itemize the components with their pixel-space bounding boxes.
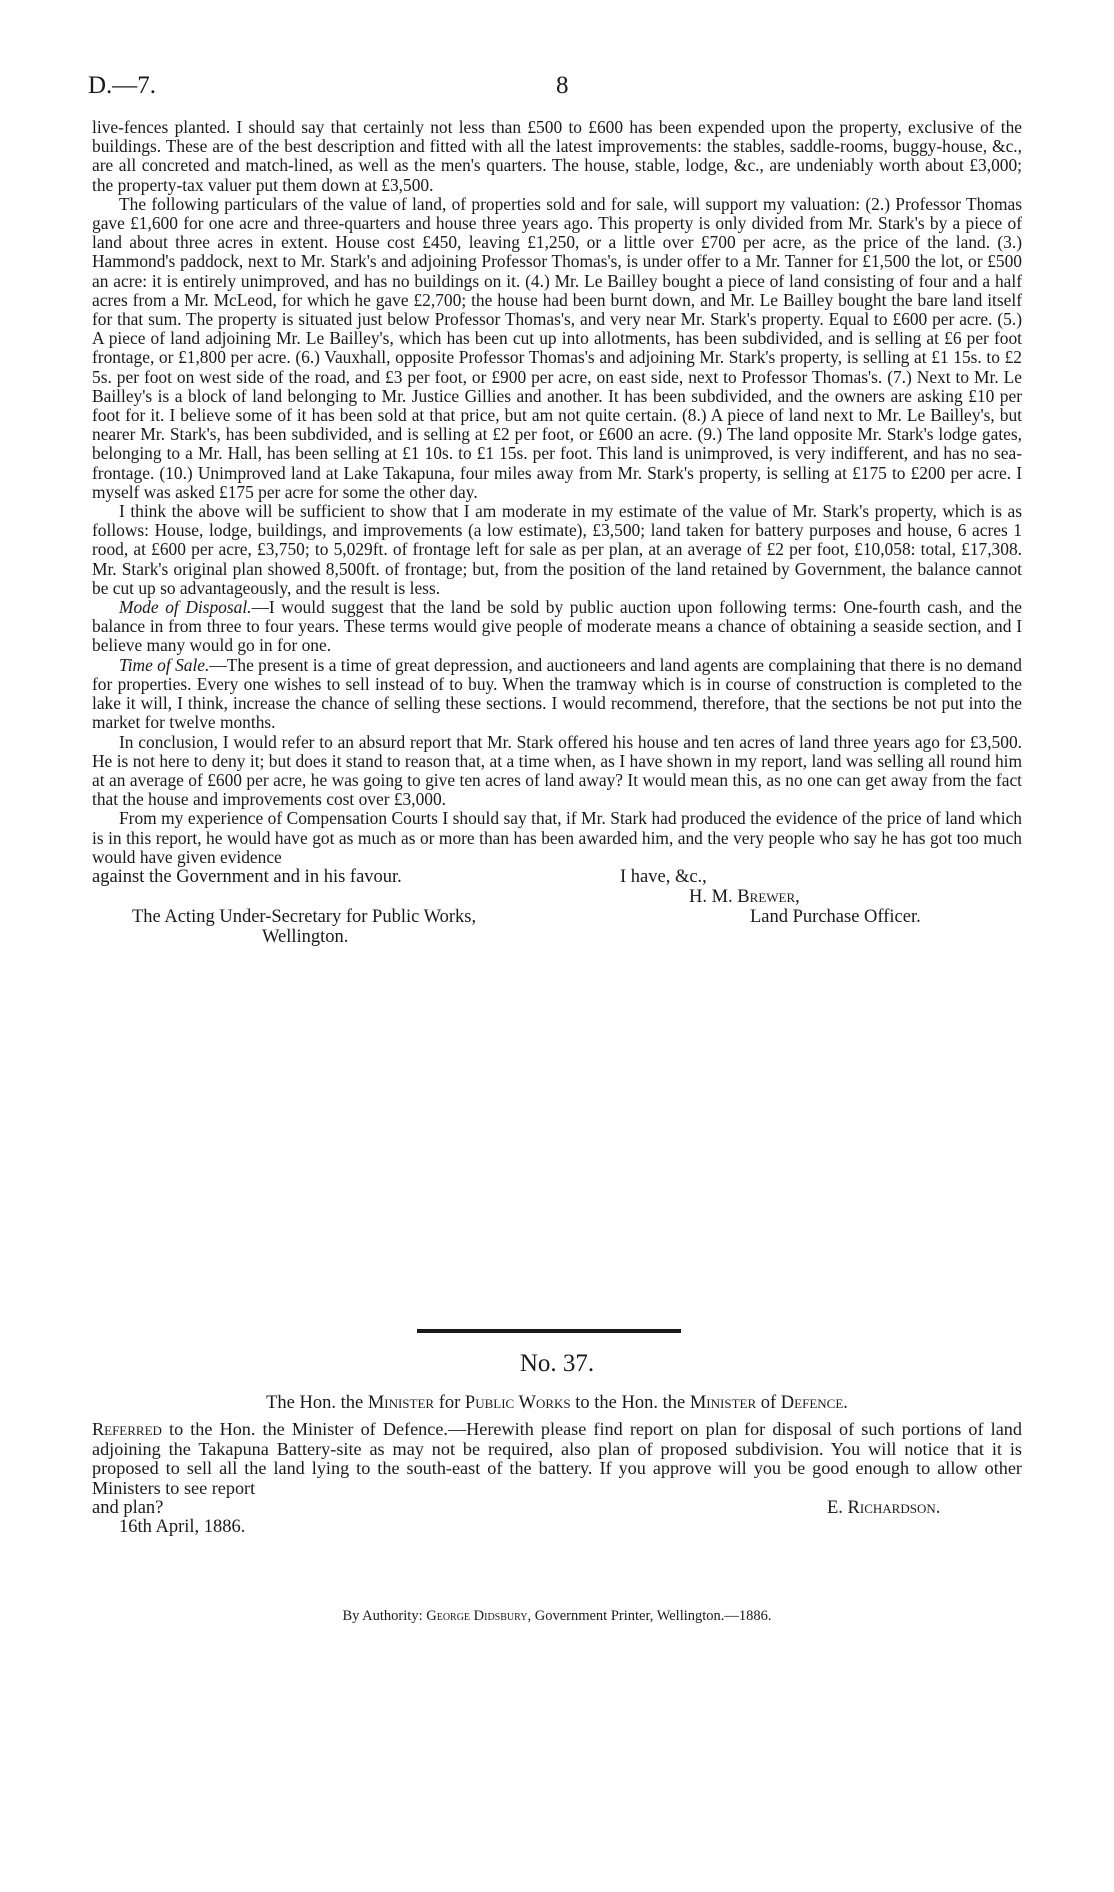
- letter-37-signature-row: [92, 1498, 1022, 1517]
- signer-title: Land Purchase Officer.: [750, 906, 921, 927]
- closing-row: [92, 867, 1022, 887]
- letter-37-date: 16th April, 1886.: [119, 1517, 246, 1538]
- letter-number: No. 37.: [519, 1350, 595, 1377]
- heading-part: of: [756, 1393, 781, 1413]
- letter-37-signer: E. Richardson.: [827, 1498, 941, 1519]
- paragraph-estimate: I think the above will be sufficient to show that I am moderate in my estimate of the value of Mr. Stark's property, which is as follows: House, lodge, buildings, and improvements (a low estimate), £3,500; land taken for battery purposes and house, 6 acres 1 rood, at £600 per acre, £3,750; to 5,029ft. of frontage left for sale as per plan, at an average of £2 per foot, £10,058: total, £17,308. Mr. Stark's original plan showed 8,500ft. of frontage; but, from the position of the land retained by Government, the balance cannot be cut up so advantageously, and the result is less.: [92, 501, 1022, 598]
- letter-37-tail: and plan?: [92, 1498, 164, 1519]
- signature-row: [92, 887, 1022, 907]
- paragraph-compensation: From my experience of Compensation Courts I should say that, if Mr. Stark had produced the evidence of the price of land which is in this report, he would have got as much as or more than has been awarded him, and the very people who say he has got too much would have given evidence: [92, 808, 1022, 867]
- page-number: 8: [556, 72, 569, 99]
- imprint-prefix: By Authority:: [342, 1608, 427, 1624]
- addressee-row: [92, 907, 1022, 927]
- city-row: [92, 927, 1022, 947]
- letter-37-date-row: [92, 1517, 1022, 1537]
- paragraph-time-of-sale: [92, 656, 1022, 733]
- time-heading: Time of Sale.: [119, 654, 210, 675]
- paragraph-continuation: live-fences planted. I should say that certainly not less than £500 to £600 has been expended upon the property, exclusive of the buildings. These are of the best description and fitted with all the latest improvements: the stables, saddle-rooms, buggy-house, &c., are all concreted and match-lined, as well as the men's quarters. The house, stable, lodge, &c., are undeniably worth about £3,000; the property-tax valuer put them down at £3,500.: [92, 117, 1022, 195]
- heading-part: to the Hon. the: [570, 1393, 690, 1413]
- letter-37-text: [92, 1420, 1022, 1498]
- paragraph-mode-of-disposal: [92, 598, 1022, 656]
- closing-phrase: I have, &c.,: [620, 866, 707, 887]
- mode-heading: Mode of Disposal.: [119, 597, 252, 618]
- imprint-suffix: , Government Printer, Wellington.—1886.: [527, 1608, 772, 1624]
- heading-to: Minister: [689, 1393, 757, 1413]
- time-text: —The present is a time of great depression, and auctioneers and land agents are complaining that there is no demand for properties. Every one wishes to sell instead of to buy. When the tramway which is in course of construction is completed to the lake it will, I think, increase the chance of selling these sections. I would recommend, therefore, that the sections be not put into the market for twelve months.: [92, 654, 1022, 733]
- section-divider: [417, 1329, 681, 1333]
- signer-name: H. M. Brewer,: [689, 886, 800, 907]
- printer-name: George Didsbury: [426, 1608, 528, 1624]
- paragraph-conclusion: In conclusion, I would refer to an absurd report that Mr. Stark offered his house and ten acres of land three years ago for £3,500. He is not here to deny it; but does it stand to reason that, at a time when, as I have shown in my report, land was selling all round him at an average of £600 per acre, he was going to give ten acres of land away? It would mean this, as no one can get away from the fact that the house and improvements cost over £3,000.: [92, 731, 1022, 810]
- letter-37-body: [92, 1420, 1022, 1537]
- document-reference: D.—7.: [88, 72, 157, 99]
- printer-imprint: [0, 1608, 1114, 1625]
- mode-text: —I would suggest that the land be sold by public auction upon following terms: One-fourth cash, and the balance in from three to four years. These terms would give people of moderate means a chance of obtaining a seaside section, and I believe many would go in for one.: [92, 597, 1022, 656]
- letter-36-body: [92, 118, 1022, 947]
- letter-37-content: to the Hon. the Minister of Defence.—Herewith please find report on plan for disposal of such portions of land adjoining the Takapuna Battery-site as may not be required, also plan of proposed subdivision. You will notice that it is proposed to sell all the land lying to the south-east of the battery. If you approve will you be good enough to allow other Ministers to see report: [92, 1419, 1022, 1498]
- heading-part: The Hon. the: [266, 1393, 368, 1413]
- letter-heading: [0, 1393, 1114, 1414]
- paragraph-land-values: The following particulars of the value of land, of properties sold and for sale, will support my valuation: (2.) Professor Thomas gave £1,600 for one acre and three-quarters and house three years ago. This property is only divided from Mr. Stark's by a piece of land about three acres in extent. House cost £450, leaving £1,250, or a little over £700 per acre, as the price of the land. (3.) Hammond's paddock, next to Mr. Stark's and adjoining Professor Thomas's, is under offer to a Mr. Tanner for £1,500 the lot, or £500 an acre: it is entirely unimproved, and has no buildings on it. (4.) Mr. Le Bailley bought a piece of land consisting of four and a half acres from a Mr. McLeod, for which he gave £2,700; the house had been burnt down, and Mr. Le Bailley bought the bare land itself for that sum. The property is situated just below Professor Thomas's, and very near Mr. Stark's property. Equal to £600 per acre. (5.) A piece of land adjoining Mr. Le Bailley's, which has been cut up into allotments, has been subdivided, and is selling at £6 per foot frontage, or £1,800 per acre. (6.) Vauxhall, opposite Professor Thomas's and adjoining Mr. Stark's property, is selling at £1 15s. to £2 5s. per foot on west side of the road, and £3 per foot, or £900 per acre, on east side, next to Professor Thomas's. (7.) Next to Mr. Le Bailley's is a block of land belonging to Mr. Justice Gillies and another. It has been subdivided, and the owners are asking £10 per foot for it. I believe some of it has been sold at that price, but am not quite certain. (8.) A piece of land next to Mr. Le Bailley's, but nearer Mr. Stark's, has been subdivided, and is selling at £2 per foot, or £600 an acre. (9.) The land opposite Mr. Stark's lodge gates, belonging to a Mr. Hall, has been selling at £1 10s. to £1 15s. per foot. This land is unimproved, is very indifferent, and has no sea-frontage. (10.) Unimproved land at Lake Takapuna, four miles away from Mr. Stark's property, is selling at £175 to £200 per acre. I myself was asked £175 per acre for some the other day.: [92, 193, 1022, 502]
- page-header: [88, 72, 1068, 104]
- heading-part: for: [434, 1393, 465, 1413]
- heading-to-department: Defence.: [780, 1393, 848, 1413]
- heading-department: Public Works: [464, 1393, 571, 1413]
- heading-from: Minister: [367, 1393, 435, 1413]
- lead-word: Referred: [92, 1419, 162, 1439]
- final-line: against the Government and in his favour.: [92, 866, 402, 887]
- addressee: The Acting Under-Secretary for Public Works,: [132, 906, 477, 927]
- addressee-city: Wellington.: [262, 926, 349, 947]
